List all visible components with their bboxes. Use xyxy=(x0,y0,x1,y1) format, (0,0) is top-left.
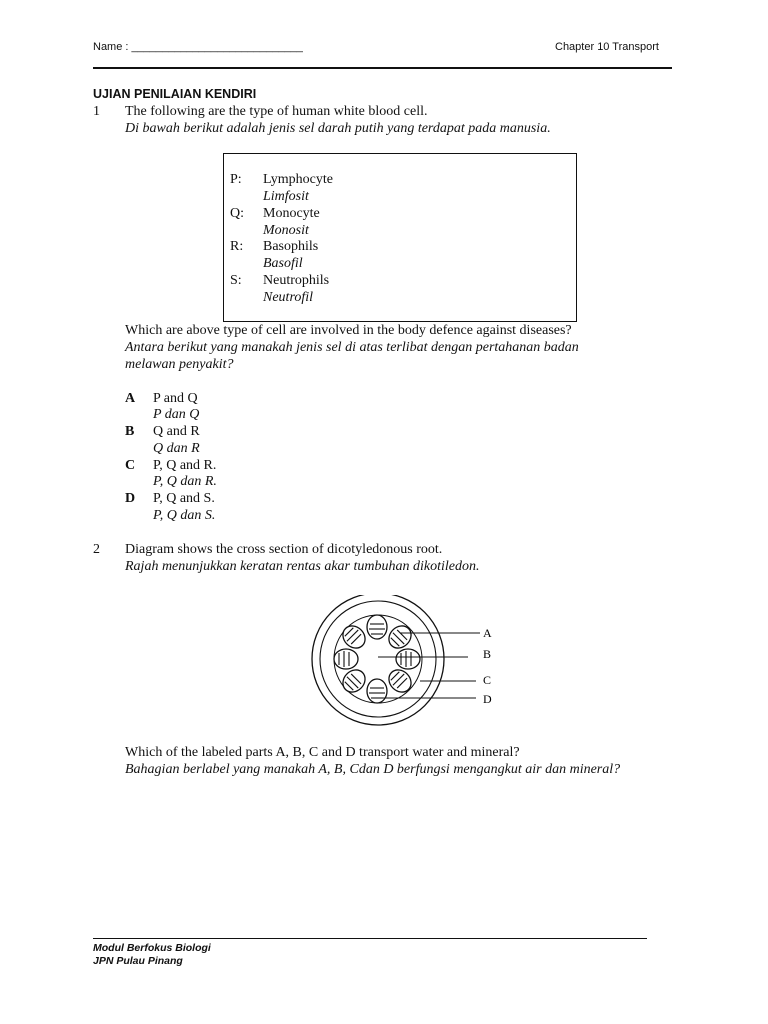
diagram-label-b: B xyxy=(483,647,492,661)
q2-question-en: Which of the labeled parts A, B, C and D transport water and mineral? xyxy=(125,745,520,760)
vascular-bundle xyxy=(396,649,420,669)
cell-key: P: xyxy=(230,172,242,187)
option-c-letter: C xyxy=(125,458,136,473)
q2-number: 2 xyxy=(93,542,100,557)
cell-key: Q: xyxy=(230,206,244,221)
footer-publisher: JPN Pulau Pinang xyxy=(93,955,183,967)
diagram-label-a: A xyxy=(483,626,492,640)
diagram-label-d: D xyxy=(483,692,492,706)
cell-name-en: Neutrophils xyxy=(263,273,330,288)
footer-module: Modul Berfokus Biologi xyxy=(93,942,211,954)
q2-question-ms: Bahagian berlabel yang manakah A, B, Cdan D berfungsi mengangkut air dan mineral? xyxy=(125,762,621,777)
q1-question-ms-line2: melawan penyakit? xyxy=(125,357,234,372)
option-d-ms: P, Q dan S. xyxy=(153,508,216,523)
vascular-bundle xyxy=(338,665,369,696)
header-divider xyxy=(93,67,672,69)
q1-number: 1 xyxy=(93,104,100,119)
cell-type-box xyxy=(223,153,577,322)
option-c-en: P, Q and R. xyxy=(153,458,217,473)
q1-stem-en: The following are the type of human white blood cell. xyxy=(125,104,428,119)
vascular-bundle xyxy=(334,649,358,669)
option-b-letter: B xyxy=(125,424,135,439)
option-b-en: Q and R xyxy=(153,424,200,439)
q2-stem-ms: Rajah menunjukkan keratan rentas akar tumbuhan dikotiledon. xyxy=(125,559,480,574)
chapter-title: Chapter 10 Transport xyxy=(555,41,659,53)
name-field-label: Name : ____________________________ xyxy=(93,41,303,53)
option-a-en: P and Q xyxy=(153,391,198,406)
vascular-bundle xyxy=(338,621,369,652)
cell-name-ms: Limfosit xyxy=(263,189,309,204)
q1-question-en: Which are above type of cell are involved in the body defence against diseases? xyxy=(125,323,572,338)
cell-name-ms: Monosit xyxy=(263,223,309,238)
cell-name-ms: Neutrofil xyxy=(263,290,314,305)
vascular-bundle xyxy=(367,679,387,703)
cell-name-ms: Basofil xyxy=(263,256,303,271)
q1-question-ms-line1: Antara berikut yang manakah jenis sel di atas terlibat dengan pertahanan badan xyxy=(125,340,579,355)
vascular-bundle xyxy=(384,665,415,696)
q2-stem-en: Diagram shows the cross section of dicotyledonous root. xyxy=(125,542,443,557)
cell-key: S: xyxy=(230,273,242,288)
footer-divider xyxy=(93,938,647,939)
cell-key: R: xyxy=(230,239,244,254)
cell-name-en: Monocyte xyxy=(263,206,320,221)
option-a-ms: P dan Q xyxy=(153,407,200,422)
cell-name-en: Lymphocyte xyxy=(263,172,333,187)
option-b-ms: Q dan R xyxy=(153,441,200,456)
diagram-label-c: C xyxy=(483,673,492,687)
option-a-letter: A xyxy=(125,391,136,406)
vascular-bundle xyxy=(384,621,415,652)
option-c-ms: P, Q dan R. xyxy=(153,474,217,489)
cell-name-en: Basophils xyxy=(263,239,319,254)
option-d-en: P, Q and S. xyxy=(153,491,215,506)
section-title: UJIAN PENILAIAN KENDIRI xyxy=(93,87,257,101)
vascular-bundle xyxy=(367,615,387,639)
option-d-letter: D xyxy=(125,491,136,506)
q1-stem-ms: Di bawah berikut adalah jenis sel darah putih yang terdapat pada manusia. xyxy=(125,121,551,136)
dicot-root-diagram xyxy=(300,595,510,735)
